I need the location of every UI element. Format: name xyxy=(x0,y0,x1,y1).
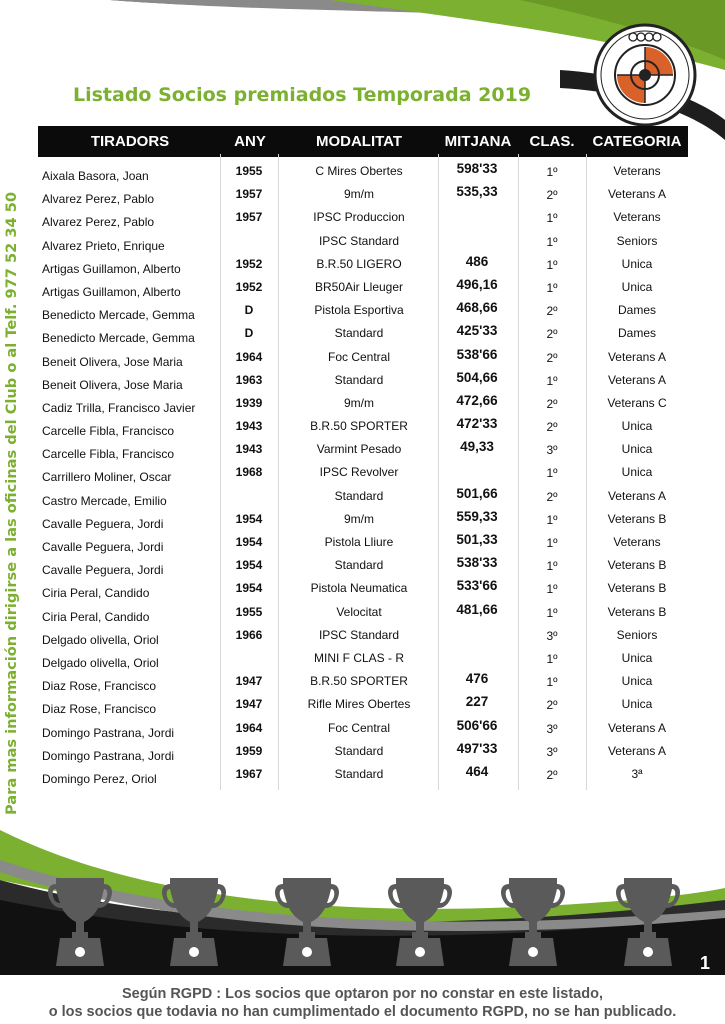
classification: 1º xyxy=(546,582,558,597)
birth-year: 1954 xyxy=(235,558,263,573)
footer-line-1: Según RGPD : Los socios que optaron por no constar en este listado, xyxy=(122,986,603,1002)
table-row xyxy=(38,601,688,624)
category: Unica xyxy=(621,279,653,294)
category: Veterans A xyxy=(607,488,667,503)
table-header xyxy=(38,126,688,157)
member-name: Artigas Guillamon, Alberto xyxy=(42,284,181,299)
category: Unica xyxy=(621,697,653,712)
table-row xyxy=(38,485,688,508)
col-mitjana: MITJANA xyxy=(444,133,512,150)
table-row xyxy=(38,693,688,716)
birth-year: 1955 xyxy=(235,164,263,178)
category: Unica xyxy=(621,465,653,480)
category: Dames xyxy=(617,303,656,318)
birth-year: 1957 xyxy=(235,187,263,202)
average-score: 476 xyxy=(465,671,489,687)
member-name: Cavalle Peguera, Jordi xyxy=(42,516,164,531)
classification: 3º xyxy=(546,628,558,643)
category: Veterans xyxy=(613,210,661,225)
birth-year: 1964 xyxy=(235,720,263,735)
modality: IPSC Standard xyxy=(318,233,400,248)
classification: 2º xyxy=(546,420,558,435)
col-tiradors: TIRADORS xyxy=(90,133,170,150)
category: Unica xyxy=(621,256,653,271)
classification: 1º xyxy=(546,466,558,481)
modality: B.R.50 SPORTER xyxy=(310,674,408,689)
page-title: Listado Socios premiados Temporada 2019 xyxy=(73,84,532,106)
category: Veterans A xyxy=(607,743,667,758)
modality: Standard xyxy=(334,558,384,573)
classification: 3º xyxy=(546,721,558,736)
category: Veterans A xyxy=(607,720,667,735)
col-any: ANY xyxy=(234,133,266,150)
modality: 9m/m xyxy=(344,511,374,526)
category: Veterans B xyxy=(607,558,667,573)
member-name: Delgado olivella, Oriol xyxy=(42,632,159,647)
modality: Varmint Pesado xyxy=(316,442,402,457)
footer-line-2: o los socios que todavia no han cumplimentado el documento RGPD, no se han publicado. xyxy=(48,1004,677,1020)
birth-year: 1952 xyxy=(235,256,263,271)
table-row xyxy=(38,253,688,276)
table-row xyxy=(38,717,688,740)
member-name: Cadiz Trilla, Francisco Javier xyxy=(42,400,196,415)
average-score: 504,66 xyxy=(456,369,498,385)
birth-year: 1947 xyxy=(235,697,263,712)
modality: Pistola Esportiva xyxy=(314,303,404,318)
modality: IPSC Produccion xyxy=(313,210,405,225)
table-row xyxy=(38,299,688,322)
member-name: Ciria Peral, Candido xyxy=(42,609,150,624)
birth-year: 1963 xyxy=(235,372,263,387)
birth-year: 1959 xyxy=(235,743,263,758)
member-name: Carcelle Fibla, Francisco xyxy=(42,424,175,439)
contact-note: Para mas información dirigirse a las oficinas del Club o al Telf. 977 52 34 50 xyxy=(3,191,20,815)
classification: 2º xyxy=(546,489,558,504)
member-name: Aixala Basora, Joan xyxy=(42,169,149,183)
birth-year: 1968 xyxy=(235,465,263,480)
member-name: Delgado olivella, Oriol xyxy=(42,655,159,670)
member-name: Alvarez Perez, Pablo xyxy=(42,192,155,207)
average-score: 535,33 xyxy=(456,184,498,200)
table-row xyxy=(38,554,688,577)
birth-year: 1967 xyxy=(235,766,263,781)
birth-year: 1955 xyxy=(235,604,263,619)
birth-year: 1952 xyxy=(235,279,263,294)
classification: 1º xyxy=(546,512,558,527)
category: Unica xyxy=(621,442,653,457)
table-row xyxy=(38,230,688,253)
classification: 2º xyxy=(546,327,558,342)
category: Dames xyxy=(617,326,656,341)
modality: Standard xyxy=(334,488,384,503)
col-clas: CLAS. xyxy=(529,133,575,150)
modality: MINI F CLAS - R xyxy=(313,650,404,665)
average-score: 464 xyxy=(465,763,489,779)
member-name: Alvarez Prieto, Enrique xyxy=(42,238,165,253)
birth-year: 1964 xyxy=(235,349,263,364)
category: Veterans A xyxy=(607,372,667,387)
category: Veterans C xyxy=(607,395,667,410)
table-row xyxy=(38,392,688,415)
modality: Standard xyxy=(334,743,384,758)
birth-year: 1947 xyxy=(235,674,263,689)
modality: Foc Central xyxy=(327,349,391,364)
member-name: Beneit Olivera, Jose Maria xyxy=(42,354,183,369)
table-row xyxy=(38,276,688,299)
modality: Pistola Lliure xyxy=(324,535,394,549)
page-number: 1 xyxy=(700,953,711,973)
member-name: Ciria Peral, Candido xyxy=(42,586,150,601)
trophy-icon xyxy=(158,870,230,966)
average-score: 538'66 xyxy=(456,346,498,362)
classification: 2º xyxy=(546,767,558,782)
table-row xyxy=(38,183,688,206)
trophy-icon xyxy=(497,870,569,966)
trophy-icon xyxy=(271,870,343,966)
member-name: Domingo Pastrana, Jordi xyxy=(42,725,175,740)
table-row xyxy=(38,624,688,647)
table-row xyxy=(38,438,688,461)
category: Veterans B xyxy=(607,581,667,596)
table-row xyxy=(38,206,688,229)
table-row xyxy=(38,160,688,183)
average-score: 486 xyxy=(465,253,489,269)
member-name: Castro Mercade, Emilio xyxy=(42,493,167,508)
birth-year: 1954 xyxy=(235,511,263,526)
col-categoria: CATEGORIA xyxy=(592,133,682,150)
modality: 9m/m xyxy=(344,395,374,410)
category: Unica xyxy=(621,650,653,665)
average-score: 49,33 xyxy=(460,439,494,455)
member-name: Domingo Perez, Oriol xyxy=(42,771,157,786)
average-score: 501,66 xyxy=(456,485,498,501)
classification: 2º xyxy=(546,698,558,713)
birth-year: 1954 xyxy=(235,581,263,596)
average-score: 496,16 xyxy=(456,276,498,292)
table-row xyxy=(38,346,688,369)
birth-year: 1943 xyxy=(235,419,263,434)
classification: 1º xyxy=(546,234,558,249)
classification: 1º xyxy=(546,559,558,574)
member-name: Cavalle Peguera, Jordi xyxy=(42,563,164,578)
category: Veterans A xyxy=(607,349,667,364)
birth-year: 1943 xyxy=(235,442,263,457)
modality: IPSC Revolver xyxy=(319,465,399,480)
average-score: 472,66 xyxy=(456,392,498,408)
average-score: 497'33 xyxy=(456,740,498,756)
birth-year: 1954 xyxy=(235,535,263,549)
table-row xyxy=(38,461,688,484)
table-row xyxy=(38,647,688,670)
table-row xyxy=(38,763,688,786)
classification: 3º xyxy=(546,443,558,458)
member-name: Alvarez Perez, Pablo xyxy=(42,215,155,230)
member-name: Diaz Rose, Francisco xyxy=(42,679,157,694)
modality: B.R.50 SPORTER xyxy=(310,419,408,434)
classification: 1º xyxy=(546,257,558,272)
member-name: Cavalle Peguera, Jordi xyxy=(42,540,164,554)
modality: C Mires Obertes xyxy=(315,164,403,178)
category: Unica xyxy=(621,674,653,689)
table-row xyxy=(38,369,688,392)
trophy-icon xyxy=(612,870,684,966)
average-score: 472'33 xyxy=(456,416,498,432)
classification: 1º xyxy=(546,605,558,620)
table-row xyxy=(38,531,688,554)
birth-year: D xyxy=(244,303,254,318)
member-name: Domingo Pastrana, Jordi xyxy=(42,748,175,763)
modality: Standard xyxy=(334,372,384,387)
average-score: 425'33 xyxy=(456,323,498,339)
modality: Foc Central xyxy=(327,720,391,735)
club-logo-icon xyxy=(593,23,697,127)
category: Seniors xyxy=(616,233,658,248)
member-name: Benedicto Mercade, Gemma xyxy=(42,331,195,346)
table-row xyxy=(38,415,688,438)
member-name: Artigas Guillamon, Alberto xyxy=(42,261,181,276)
modality: B.R.50 LIGERO xyxy=(316,256,402,271)
classification: 2º xyxy=(546,188,558,203)
birth-year: 1966 xyxy=(235,627,263,642)
members-table xyxy=(38,160,688,786)
trophy-icon xyxy=(384,870,456,966)
category: Veterans B xyxy=(607,511,667,526)
classification: 2º xyxy=(546,304,558,319)
modality: Rifle Mires Obertes xyxy=(307,697,411,712)
table-row xyxy=(38,577,688,600)
member-name: Diaz Rose, Francisco xyxy=(42,702,157,717)
classification: 2º xyxy=(546,396,558,411)
classification: 3º xyxy=(546,744,558,759)
table-row xyxy=(38,322,688,345)
category: Veterans xyxy=(613,535,661,549)
classification: 1º xyxy=(546,165,558,179)
modality: Standard xyxy=(334,766,384,781)
member-name: Beneit Olivera, Jose Maria xyxy=(42,377,183,392)
table-row xyxy=(38,740,688,763)
classification: 2º xyxy=(546,350,558,365)
modality: Standard xyxy=(334,326,384,341)
classification: 1º xyxy=(546,651,558,666)
category: 3ª xyxy=(631,766,643,781)
col-modalitat: MODALITAT xyxy=(315,133,403,150)
classification: 1º xyxy=(546,211,558,226)
average-score: 501,33 xyxy=(456,532,498,547)
birth-year: 1939 xyxy=(235,395,263,410)
member-name: Carrillero Moliner, Oscar xyxy=(42,470,172,485)
table-row xyxy=(38,508,688,531)
modality: IPSC Standard xyxy=(318,627,400,642)
average-score: 227 xyxy=(465,694,489,710)
classification: 1º xyxy=(546,536,558,550)
average-score: 468,66 xyxy=(456,300,498,316)
average-score: 533'66 xyxy=(456,578,498,594)
average-score: 598'33 xyxy=(456,161,498,176)
rgpd-footer xyxy=(0,985,725,1021)
category: Veterans xyxy=(613,164,661,178)
birth-year: D xyxy=(244,326,254,341)
table-row xyxy=(38,670,688,693)
category: Veterans B xyxy=(607,604,667,619)
average-score: 481,66 xyxy=(456,601,498,617)
classification: 1º xyxy=(546,675,558,690)
category: Veterans A xyxy=(607,187,667,202)
average-score: 538'33 xyxy=(456,555,498,571)
classification: 1º xyxy=(546,280,558,295)
trophy-row xyxy=(0,870,725,970)
category: Seniors xyxy=(616,627,658,642)
average-score: 559,33 xyxy=(456,508,498,524)
modality: BR50Air Lleuger xyxy=(314,279,404,294)
average-score: 506'66 xyxy=(456,717,498,733)
modality: Velocitat xyxy=(336,604,382,619)
birth-year: 1957 xyxy=(235,210,263,225)
modality: 9m/m xyxy=(344,187,374,202)
modality: Pistola Neumatica xyxy=(310,581,408,596)
member-name: Benedicto Mercade, Gemma xyxy=(42,308,195,323)
classification: 1º xyxy=(546,373,558,388)
category: Unica xyxy=(621,419,653,434)
trophy-icon xyxy=(44,870,116,966)
member-name: Carcelle Fibla, Francisco xyxy=(42,447,175,462)
